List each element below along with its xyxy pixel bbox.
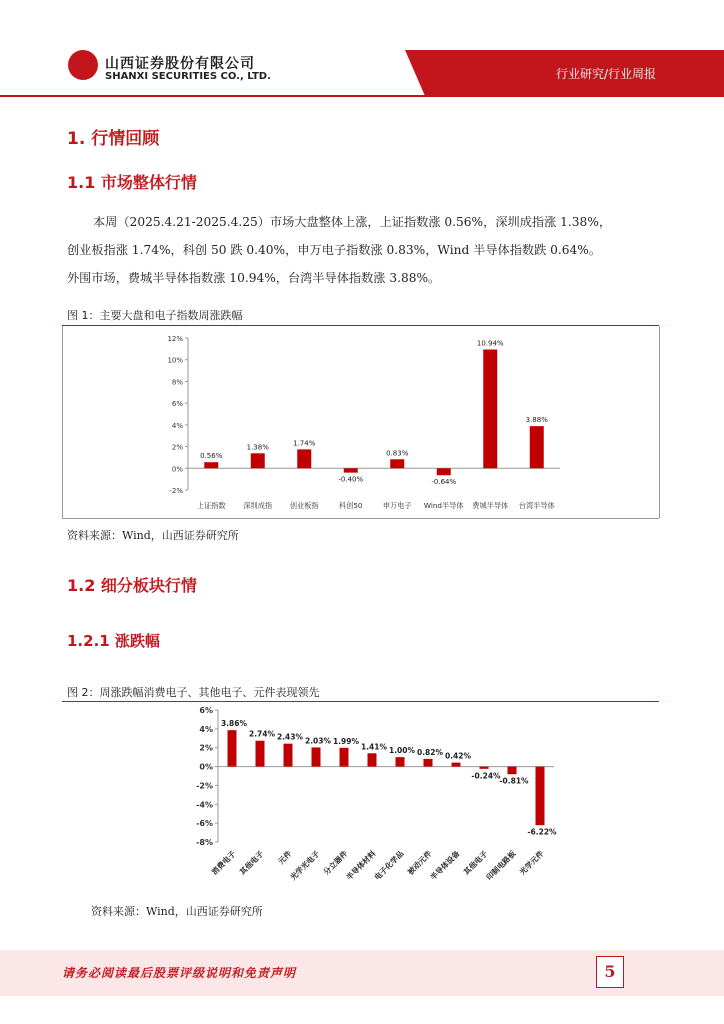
category-label: 其他电子 [461, 849, 490, 877]
section-heading-1-2-1: 1.2.1 涨跌幅 [67, 632, 160, 650]
bar [452, 763, 461, 767]
bar [390, 459, 404, 468]
data-label: 0.83% [386, 449, 409, 458]
bar [530, 426, 544, 468]
category-label: 半导体设备 [428, 849, 462, 882]
bar [340, 748, 349, 767]
data-label: -0.81% [499, 776, 529, 786]
category-label: 光学元件 [517, 849, 546, 877]
report-type: 行业研究/行业周报 [556, 67, 657, 81]
data-label: -0.64% [431, 478, 457, 487]
category-label: 创业板指 [289, 501, 319, 510]
bar [312, 747, 321, 766]
figure2-title: 图 2：周涨跌幅消费电子、其他电子、元件表现领先 [67, 686, 320, 699]
y-tick-label: 2% [171, 443, 183, 452]
bar [297, 449, 311, 468]
category-label: 申万电子 [382, 501, 412, 510]
category-label: 半导体材料 [344, 849, 378, 882]
section-heading-1-2: 1.2 细分板块行情 [67, 576, 197, 595]
data-label: -0.24% [471, 771, 501, 781]
company-name-en: SHANXI SECURITIES CO., LTD. [105, 71, 271, 82]
section-heading-1-1: 1.1 市场整体行情 [67, 173, 197, 192]
y-tick-label: 6% [171, 400, 183, 409]
data-label: 1.41% [360, 742, 388, 752]
bar [536, 767, 545, 826]
bar [437, 468, 451, 475]
category-label: 被动元件 [405, 849, 434, 877]
data-label: 2.74% [248, 729, 276, 739]
bar [228, 730, 237, 766]
bar [508, 767, 517, 775]
figure1-title: 图 1：主要大盘和电子指数周涨跌幅 [67, 309, 243, 322]
header-divider [0, 95, 724, 97]
bar [256, 741, 265, 767]
category-label: 深圳成指 [243, 501, 273, 510]
category-label: 印制电路板 [484, 849, 518, 882]
category-label: Wind半导体 [423, 501, 464, 510]
data-label: 2.03% [304, 736, 332, 746]
data-label: 0.56% [200, 452, 223, 461]
figure1-source: 资料来源：Wind，山西证券研究所 [67, 529, 239, 542]
paragraph-line: 外围市场，费城半导体指数涨 10.94%，台湾半导体指数涨 3.88%。 [67, 271, 441, 285]
footer-disclaimer: 请务必阅读最后股票评级说明和免责声明 [62, 966, 297, 980]
y-tick-label: -4% [196, 800, 213, 810]
figure1-chart [140, 330, 580, 515]
category-label: 元件 [276, 849, 294, 867]
y-tick-label: 10% [167, 356, 183, 365]
category-label: 费城半导体 [472, 501, 509, 510]
page-number: 5 [596, 956, 624, 988]
data-label: 3.86% [220, 719, 248, 729]
y-tick-label: 2% [199, 743, 213, 753]
y-tick-label: -8% [196, 838, 213, 847]
figure2-source: 资料来源：Wind，山西证券研究所 [91, 905, 263, 918]
bar [284, 744, 293, 767]
category-label: 其他电子 [237, 849, 266, 877]
bar [251, 453, 265, 468]
paragraph-line: 创业板指涨 1.74%，科创 50 跌 0.40%，申万电子指数涨 0.83%，Wind 半导体指数跌 0.64%。 [67, 243, 602, 257]
market-summary-paragraph [67, 208, 659, 292]
data-label: 3.88% [525, 416, 548, 425]
data-label: 1.99% [332, 736, 360, 746]
bar [204, 462, 218, 468]
y-tick-label: 0% [171, 465, 183, 474]
paragraph-line: 本周（2025.4.21-2025.4.25）市场大盘整体上涨，上证指数涨 0.56%，深圳成指涨 1.38%， [93, 215, 612, 229]
category-label: 分立器件 [321, 849, 350, 877]
y-tick-label: 0% [199, 762, 213, 772]
data-label: 0.42% [444, 751, 472, 761]
bar [480, 767, 489, 769]
company-logo-icon [68, 50, 98, 80]
category-label: 上证指数 [196, 501, 226, 510]
category-label: 电子化学品 [372, 849, 406, 882]
bar [483, 350, 497, 469]
category-label: 科创50 [338, 501, 363, 510]
y-tick-label: 8% [171, 378, 183, 387]
category-label: 光学光电子 [288, 849, 322, 882]
y-tick-label: -2% [196, 781, 213, 791]
bar [368, 753, 377, 766]
data-label: 1.74% [293, 439, 316, 448]
category-label: 台湾半导体 [518, 501, 555, 510]
y-tick-label: 4% [199, 724, 213, 734]
data-label: 0.82% [416, 747, 444, 757]
data-label: 10.94% [476, 339, 504, 348]
y-tick-label: 12% [167, 335, 183, 343]
y-tick-label: 4% [171, 421, 183, 430]
data-label: 1.00% [388, 746, 416, 756]
bar [424, 759, 433, 767]
figure1-bottom-rule [62, 518, 659, 519]
bar [396, 757, 405, 766]
y-tick-label: -2% [169, 487, 183, 495]
y-tick-label: 6% [199, 706, 213, 715]
bar [344, 468, 358, 472]
data-label: -6.22% [527, 827, 557, 837]
figure2-chart [180, 702, 570, 898]
data-label: -0.40% [338, 475, 364, 484]
section-heading-1: 1. 行情回顾 [67, 129, 160, 149]
data-label: 2.43% [276, 732, 304, 742]
category-label: 消费电子 [209, 849, 238, 877]
data-label: 1.38% [246, 443, 269, 452]
y-tick-label: -6% [196, 819, 213, 829]
company-name-cn: 山西证券股份有限公司 [105, 56, 255, 72]
